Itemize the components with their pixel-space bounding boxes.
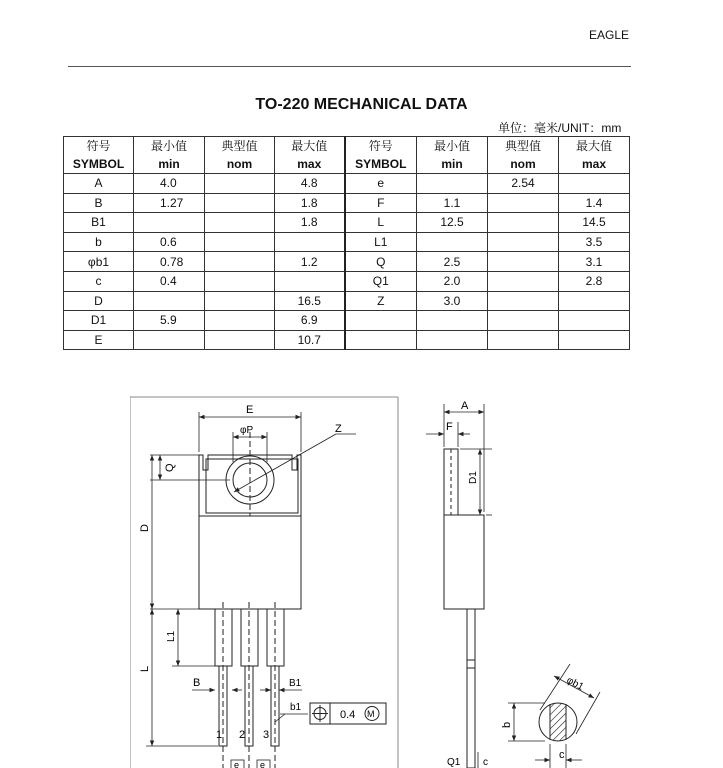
- table-row-cell: D1: [64, 311, 134, 331]
- table-row-cell: [559, 291, 630, 311]
- table-row-cell: 3.1: [559, 252, 630, 272]
- label-b1: b1: [290, 702, 302, 713]
- table-row-cell: [275, 271, 345, 291]
- table-header-en-cell: SYMBOL: [64, 154, 134, 174]
- label-c-section: c: [559, 749, 565, 761]
- table-row-cell: A: [64, 174, 134, 194]
- table-row-cell: 1.2: [275, 252, 345, 272]
- table-row: [64, 330, 630, 350]
- table-row: [64, 311, 630, 331]
- table-row-cell: [275, 232, 345, 252]
- table-header-en-cell: max: [559, 154, 630, 174]
- label-D1: D1: [468, 471, 479, 484]
- table-row-cell: [345, 330, 417, 350]
- table-row: [64, 291, 630, 311]
- table-row-cell: [559, 311, 630, 331]
- label-Z: Z: [335, 423, 342, 435]
- table-row-cell: 1.8: [275, 213, 345, 233]
- table-row-cell: [205, 252, 275, 272]
- table-header-en: [64, 154, 630, 174]
- table-header-en-cell: max: [275, 154, 345, 174]
- table-row: [64, 271, 630, 291]
- table-row-cell: 12.5: [417, 213, 488, 233]
- lead-cross-section: [539, 700, 577, 744]
- table-row-cell: Q1: [345, 271, 417, 291]
- section-hatch: [550, 700, 566, 744]
- label-e-1: e: [234, 760, 240, 768]
- table-row-cell: [488, 232, 559, 252]
- side-view: [444, 449, 484, 768]
- unit-label: 单位：毫米/UNIT：mm: [498, 121, 622, 135]
- table-header-cn-cell: 最大值: [275, 137, 345, 155]
- table-row-cell: [205, 271, 275, 291]
- label-P: φP: [240, 425, 254, 436]
- table-row-cell: B: [64, 193, 134, 213]
- table-row-cell: 14.5: [559, 213, 630, 233]
- table-row-cell: [205, 330, 275, 350]
- table-row-cell: b: [64, 232, 134, 252]
- table-row-cell: [205, 213, 275, 233]
- table-row: [64, 213, 630, 233]
- table-row-cell: F: [345, 193, 417, 213]
- pin-3-label: 3: [263, 729, 270, 741]
- table-row-cell: 10.7: [275, 330, 345, 350]
- front-view: [199, 432, 301, 768]
- table-row: [64, 232, 630, 252]
- label-Q1: Q1: [447, 757, 461, 768]
- package-drawing: [130, 392, 723, 768]
- table-row-cell: φb1: [64, 252, 134, 272]
- table-header-cn: [64, 137, 630, 155]
- label-B: B: [193, 677, 201, 689]
- tolerance-value: 0.4: [340, 709, 356, 721]
- table-row-cell: 2.8: [559, 271, 630, 291]
- table-row-cell: E: [64, 330, 134, 350]
- table-row-cell: [488, 252, 559, 272]
- table-row-cell: Q: [345, 252, 417, 272]
- table-row-cell: 6.9: [275, 311, 345, 331]
- table-header-en-cell: nom: [488, 154, 559, 174]
- label-E: E: [246, 404, 254, 416]
- page-title: TO-220 MECHANICAL DATA: [255, 96, 468, 113]
- table-header-en-cell: nom: [205, 154, 275, 174]
- table-row-cell: 1.1: [417, 193, 488, 213]
- label-F: F: [446, 421, 453, 433]
- table-row-cell: [488, 213, 559, 233]
- table-row-cell: 16.5: [275, 291, 345, 311]
- table-row: [64, 193, 630, 213]
- table-header-cn-cell: 典型值: [205, 137, 275, 155]
- table-row-cell: [205, 174, 275, 194]
- table-row-cell: [488, 271, 559, 291]
- label-A: A: [461, 400, 469, 412]
- table-row-cell: 3.5: [559, 232, 630, 252]
- table-header-cn-cell: 符号: [64, 137, 134, 155]
- table-row-cell: 1.4: [559, 193, 630, 213]
- table-header-cn-cell: 最大值: [559, 137, 630, 155]
- table-row-cell: [134, 213, 205, 233]
- table-row-cell: L: [345, 213, 417, 233]
- label-L1: L1: [166, 630, 177, 642]
- tolerance-modifier: M: [367, 709, 375, 719]
- label-D: D: [139, 524, 151, 532]
- table-row-cell: 4.0: [134, 174, 205, 194]
- label-phi-b1: φb1: [564, 674, 586, 693]
- table-row: [64, 174, 630, 194]
- table-row-cell: [345, 311, 417, 331]
- pin-1-label: 1: [216, 729, 223, 741]
- table-row: [64, 252, 630, 272]
- table-row-cell: 0.6: [134, 232, 205, 252]
- table-row-cell: 4.8: [275, 174, 345, 194]
- table-row-cell: [559, 330, 630, 350]
- table-row-cell: [205, 232, 275, 252]
- table-row-cell: [488, 330, 559, 350]
- table-row-cell: 0.4: [134, 271, 205, 291]
- table-row-cell: 0.78: [134, 252, 205, 272]
- table-header-cn-cell: 符号: [345, 137, 417, 155]
- header-rule: [68, 66, 631, 67]
- label-c: c: [483, 757, 488, 768]
- table-row-cell: 1.8: [275, 193, 345, 213]
- table-row-cell: 2.5: [417, 252, 488, 272]
- table-row-cell: [205, 291, 275, 311]
- table-row-cell: D: [64, 291, 134, 311]
- table-row-cell: e: [345, 174, 417, 194]
- table-row-cell: [205, 311, 275, 331]
- table-row-cell: [417, 232, 488, 252]
- table-row-cell: [134, 330, 205, 350]
- table-row-cell: 2.0: [417, 271, 488, 291]
- table-header-en-cell: min: [417, 154, 488, 174]
- table-row-cell: c: [64, 271, 134, 291]
- table-row-cell: L1: [345, 232, 417, 252]
- mechanical-data-table: [63, 136, 630, 350]
- table-header-cn-cell: 典型值: [488, 137, 559, 155]
- table-row-cell: 3.0: [417, 291, 488, 311]
- label-b: b: [501, 721, 513, 728]
- table-header-cn-cell: 最小值: [134, 137, 205, 155]
- tab-inner-outline: [206, 459, 298, 513]
- table-row-cell: [559, 174, 630, 194]
- table-row-cell: [417, 174, 488, 194]
- table-row-cell: 5.9: [134, 311, 205, 331]
- table-row-cell: [417, 311, 488, 331]
- table-row-cell: [488, 291, 559, 311]
- label-L: L: [139, 665, 151, 672]
- table-row-cell: Z: [345, 291, 417, 311]
- table-row-cell: [205, 193, 275, 213]
- label-Q: Q: [164, 463, 176, 472]
- table-row-cell: 1.27: [134, 193, 205, 213]
- table-header-cn-cell: 最小值: [417, 137, 488, 155]
- table-row-cell: [417, 330, 488, 350]
- table-row-cell: [488, 311, 559, 331]
- table-row-cell: [488, 193, 559, 213]
- company-name: EAGLE: [589, 28, 630, 42]
- side-body-outline: [444, 515, 484, 609]
- body-outline: [199, 516, 301, 609]
- dim-L: [146, 609, 218, 746]
- table-row-cell: B1: [64, 213, 134, 233]
- label-e-2: e: [260, 760, 266, 768]
- table-row-cell: 2.54: [488, 174, 559, 194]
- dim-L1: [172, 609, 218, 666]
- table-header-en-cell: SYMBOL: [345, 154, 417, 174]
- table-header-en-cell: min: [134, 154, 205, 174]
- pin-2-label: 2: [239, 729, 246, 741]
- side-lead-outline: [467, 609, 475, 768]
- table-row-cell: [134, 291, 205, 311]
- label-B1: B1: [289, 678, 302, 689]
